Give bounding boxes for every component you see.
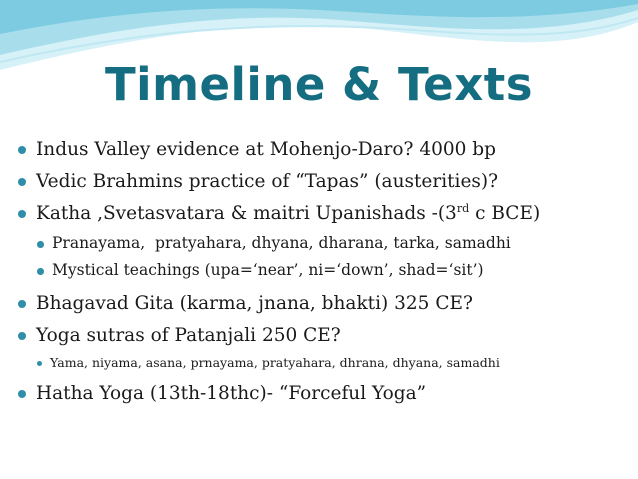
bullet-dot-icon — [37, 268, 44, 275]
sub-bullet-item — [34, 352, 634, 374]
bullet-dot-icon — [18, 390, 26, 398]
bullet-item — [14, 288, 634, 320]
bullet-text: Vedic Brahmins practice of “Tapas” (austerities)? — [36, 171, 499, 192]
bullet-item — [14, 378, 634, 410]
bullet-dot-icon — [37, 241, 44, 248]
bullet-dot-icon — [18, 146, 26, 154]
bullet-list — [14, 134, 634, 410]
sub-bullet-item — [34, 230, 634, 257]
slide-title: Timeline & Texts — [104, 58, 534, 111]
bullet-text: Pranayama, pratyahara, dhyana, dharana, tarka, samadhi — [52, 234, 511, 252]
bullet-dot-icon — [18, 210, 26, 218]
bullet-text: Bhagavad Gita (karma, jnana, bhakti) 325 CE? — [36, 293, 473, 314]
bullet-item — [14, 134, 634, 166]
bullet-text-after: c BCE) — [469, 203, 541, 224]
bullet-dot-icon — [37, 361, 42, 366]
bullet-dot-icon — [18, 178, 26, 186]
bullet-item — [14, 166, 634, 198]
bullet-text: Mystical teachings (upa=‘near’, ni=‘down’, shad=‘sit’) — [52, 261, 484, 279]
bullet-superscript: rd — [456, 201, 470, 215]
bullet-text: Hatha Yoga (13th-18thc)- “Forceful Yoga” — [36, 383, 427, 404]
bullet-text: Yama, niyama, asana, prnayama, pratyahara, dhrana, dhyana, samadhi — [50, 355, 500, 370]
sub-bullet-item — [34, 257, 634, 284]
bullet-item — [14, 198, 634, 230]
bullet-text-before: Katha ,Svetasvatara & maitri Upanishads -(3 — [36, 203, 457, 224]
bullet-text: Indus Valley evidence at Mohenjo-Daro? 4000 bp — [36, 139, 496, 160]
bullet-dot-icon — [18, 300, 26, 308]
bullet-item — [14, 320, 634, 352]
bullet-text: Yoga sutras of Patanjali 250 CE? — [36, 325, 341, 346]
bullet-dot-icon — [18, 332, 26, 340]
